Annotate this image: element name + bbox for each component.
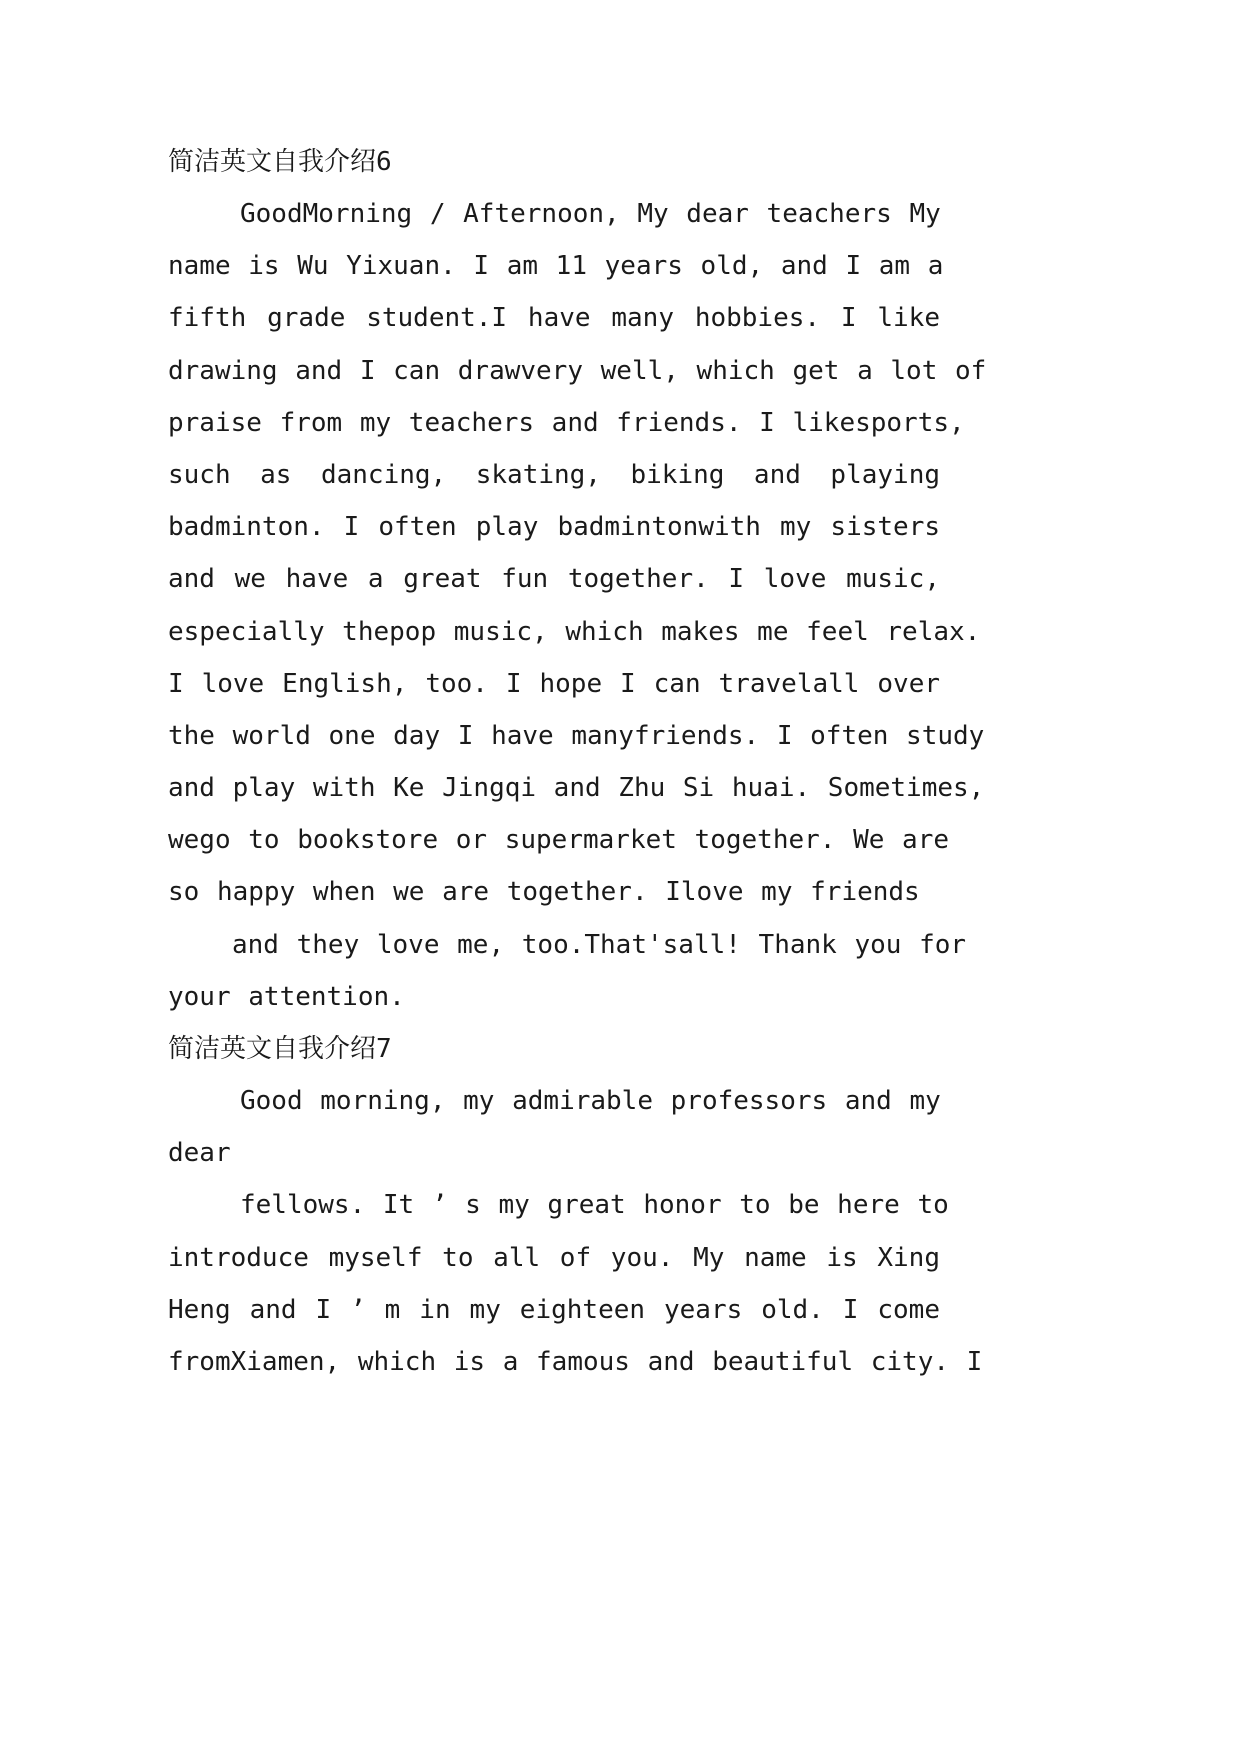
text-line: dear [168, 1138, 231, 1169]
text-line: I love English, too. I hope I can travelall over [168, 668, 940, 699]
section-heading: 简洁英文自我介绍6 [168, 147, 392, 177]
text-line: such as dancing, skating, biking and playing [168, 459, 940, 490]
text-line: wego to bookstore or supermarket together. We are [168, 825, 950, 856]
text-line: so happy when we are together. Ilove my friends [168, 877, 920, 908]
text-line: name is Wu Yixuan. I am 11 years old, and I am a [168, 251, 944, 282]
text-line: badminton. I often play badmintonwith my sisters [168, 512, 940, 543]
text-line: fellows. It ’ s my great honor to be here to [240, 1190, 949, 1221]
text-line: introduce myself to all of you. My name is Xing [168, 1242, 940, 1273]
paragraph [168, 1075, 940, 1179]
text-line: Good morning, my admirable professors and my [240, 1086, 941, 1116]
text-line: and we have a great fun together. I love music, [168, 564, 940, 595]
text-line: drawing and I can drawvery well, which get a lot of [168, 355, 987, 386]
paragraph [168, 919, 967, 1023]
text-line: your attention. [168, 981, 405, 1012]
text-line: Heng and I ’ m in my eighteen years old. I come [168, 1294, 940, 1325]
paragraph [168, 188, 987, 919]
text-line: the world one day I have manyfriends. I often study [168, 720, 985, 751]
section-heading: 简洁英文自我介绍7 [168, 1034, 392, 1064]
text-line: especially thepop music, which makes me feel relax. [168, 616, 981, 647]
text-line: fifth grade student.I have many hobbies. I like [168, 303, 940, 334]
text-line: and they love me, too.That'sall! Thank you for [232, 929, 967, 960]
text-line: fromXiamen, which is a famous and beautiful city. I [168, 1346, 983, 1377]
text-line: and play with Ke Jingqi and Zhu Si huai. Sometimes, [168, 773, 985, 804]
paragraph [168, 1179, 983, 1388]
text-line: praise from my teachers and friends. I likesports, [168, 407, 965, 438]
text-line: GoodMorning / Afternoon, My dear teachers My [240, 199, 941, 229]
document-page [168, 136, 987, 1388]
